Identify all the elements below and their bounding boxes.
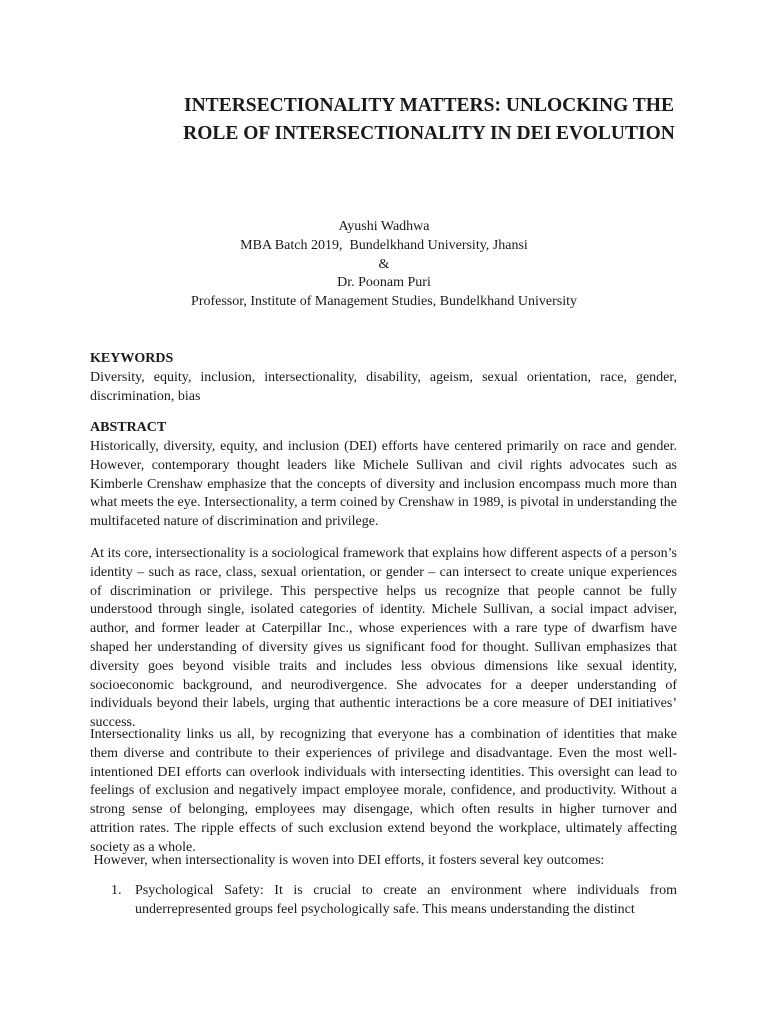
outcomes-list (90, 882, 677, 920)
outcomes-intro: However, when intersectionality is woven into DEI efforts, it fosters several key outcomes: (90, 853, 605, 868)
author-affiliation: MBA Batch 2019, Bundelkhand University, Jhansi (240, 237, 528, 253)
list-item-number: 1. (111, 883, 122, 898)
keywords-heading: KEYWORDS (90, 351, 174, 366)
author-name: Dr. Poonam Puri (337, 275, 431, 291)
abstract-paragraph: Intersectionality links us all, by recognizing that everyone has a combination of identities that make them diverse and contribute to their experiences of privilege and disadvantage. Even the most well-intentioned DEI efforts can overlook individuals with intersecting identities. This oversight can lead to feelings of exclusion and negatively impact employee morale, confidence, and productivity. Without a strong sense of belonging, employees may disengage, which often results in higher turnover and attrition rates. The ripple effects of such exclusion extend beyond the workplace, ultimately affecting society as a whole. (90, 727, 677, 855)
list-item (90, 882, 677, 920)
abstract-heading: ABSTRACT (90, 420, 167, 435)
abstract-paragraph: At its core, intersectionality is a sociological framework that explains how different aspects of a person’s identity – such as race, class, sexual orientation, or gender – can intersect to create unique experiences of discrimination or privilege. This perspective helps us recognize that people cannot be fully understood through single, isolated categories of identity. Michele Sullivan, a social impact adviser, author, and former leader at Caterpillar Inc., whose experiences with a rare type of dwarfism have shaped her understanding of diversity gives us significant food for thought. Sullivan emphasizes that diversity goes beyond visible traits and includes less obvious dimensions like sexual identity, socioeconomic background, and neurodivergence. She advocates for a deeper understanding of individuals beyond their labels, urging that authentic interactions be a core measure of DEI initiatives’ success. (90, 546, 677, 731)
author-name: Ayushi Wadhwa (338, 219, 430, 234)
list-item-text: Psychological Safety: It is crucial to create an environment where individuals from underrepresented groups feel psychologically safe. This means understanding the distinct (135, 883, 677, 917)
author-separator: & (378, 256, 390, 272)
author-block (90, 218, 678, 312)
keywords-text: Diversity, equity, inclusion, intersectionality, disability, ageism, sexual orientation, race, gender, discrimination, bias (90, 370, 677, 404)
author-affiliation: Professor, Institute of Management Studies, Bundelkhand University (191, 294, 577, 310)
abstract-paragraph: Historically, diversity, equity, and inclusion (DEI) efforts have centered primarily on race and gender. However, contemporary thought leaders like Michele Sullivan and civil rights advocates such as Kimberle Crenshaw emphasize that the concepts of diversity and inclusion encompass much more than what meets the eye. Intersectionality, a term coined by Crenshaw in 1989, is pivotal in understanding the multifaceted nature of discrimination and privilege. (90, 439, 677, 530)
paper-title: INTERSECTIONALITY MATTERS: UNLOCKING THE ROLE OF INTERSECTIONALITY IN DEI EVOLUTION (183, 95, 675, 144)
